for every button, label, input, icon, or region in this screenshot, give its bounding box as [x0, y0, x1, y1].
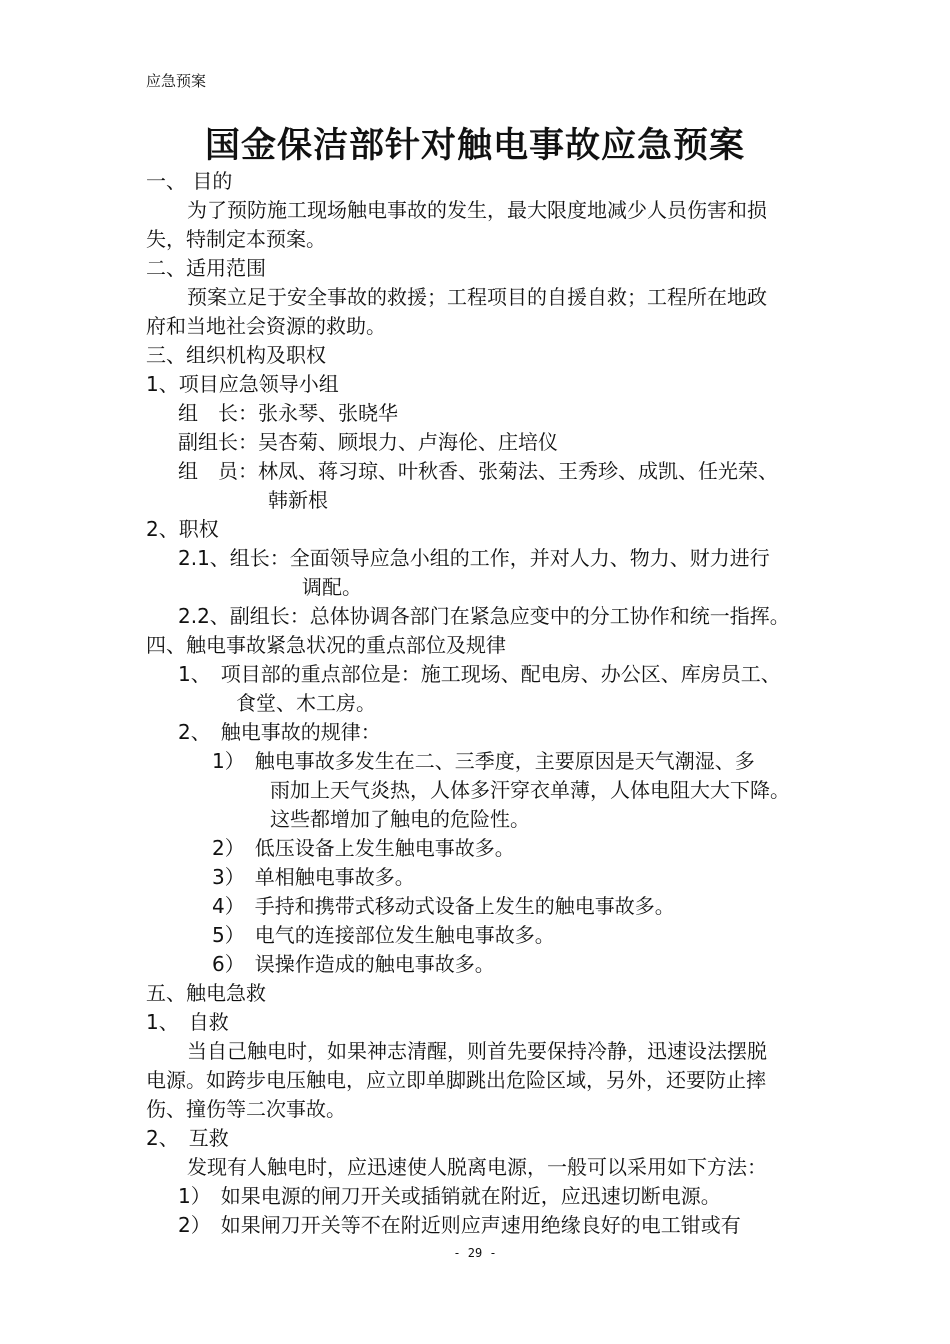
section-heading-key-locations: 四、触电事故紧急状况的重点部位及规律 [146, 633, 506, 657]
list-item: 2） 如果闸刀开关等不在附近则应声速用绝缘良好的电工钳或有 [178, 1213, 741, 1237]
paragraph-line: 伤、撞伤等二次事故。 [146, 1097, 346, 1121]
section-heading-purpose: 一、 目的 [146, 169, 233, 193]
list-item-continuation: 雨加上天气炎热，人体多汗穿衣单薄，人体电阻大大下降。 [270, 778, 790, 802]
page-header: 应急预案 [146, 72, 207, 90]
paragraph-line: 当自己触电时，如果神志清醒，则首先要保持冷静，迅速设法摆脱 [187, 1039, 767, 1063]
list-item: 6） 误操作造成的触电事故多。 [212, 952, 495, 976]
list-item: 2、 触电事故的规律： [178, 720, 381, 744]
list-item: 组 长：张永琴、张晓华 [178, 401, 398, 425]
list-item: 3） 单相触电事故多。 [212, 865, 415, 889]
document-title: 国金保洁部针对触电事故应急预案 [204, 126, 745, 166]
paragraph-line: 电源。如跨步电压触电，应立即单脚跳出危险区域，另外，还要防止摔 [146, 1068, 766, 1092]
paragraph-line: 为了预防施工现场触电事故的发生，最大限度地减少人员伤害和损 [187, 198, 767, 222]
list-item: 5） 电气的连接部位发生触电事故多。 [212, 923, 555, 947]
list-item: 2.1、组长：全面领导应急小组的工作，并对人力、物力、财力进行 [178, 546, 770, 570]
list-item-continuation: 食堂、木工房。 [236, 691, 376, 715]
section-heading-organization: 三、组织机构及职权 [146, 343, 326, 367]
subsection-heading: 2、 互救 [146, 1126, 229, 1150]
list-item: 2.2、副组长：总体协调各部门在紧急应变中的分工协作和统一指挥。 [178, 604, 790, 628]
subsection-heading: 1、项目应急领导小组 [146, 372, 339, 396]
list-item: 1） 如果电源的闸刀开关或插销就在附近，应迅速切断电源。 [178, 1184, 721, 1208]
paragraph-line: 预案立足于安全事故的救援；工程项目的自援自救；工程所在地政 [187, 285, 767, 309]
list-item: 1、 项目部的重点部位是：施工现场、配电房、办公区、库房员工、 [178, 662, 781, 686]
list-item: 副组长：吴杏菊、顾垠力、卢海伦、庄培仪 [178, 430, 558, 454]
paragraph-line: 发现有人触电时，应迅速使人脱离电源，一般可以采用如下方法： [187, 1155, 767, 1179]
section-heading-first-aid: 五、触电急救 [146, 981, 266, 1005]
list-item-continuation: 调配。 [302, 575, 362, 599]
section-heading-scope: 二、适用范围 [146, 256, 266, 280]
subsection-heading: 2、职权 [146, 517, 219, 541]
list-item-continuation: 这些都增加了触电的危险性。 [270, 807, 530, 831]
subsection-heading: 1、 自救 [146, 1010, 229, 1034]
page-number: - 29 - [453, 1246, 497, 1260]
list-item: 1） 触电事故多发生在二、三季度，主要原因是天气潮湿、多 [212, 749, 755, 773]
paragraph-line: 失，特制定本预案。 [146, 227, 326, 251]
paragraph-line: 府和当地社会资源的救助。 [146, 314, 386, 338]
list-item-continuation: 韩新根 [268, 488, 328, 512]
list-item: 组 员：林凤、蒋习琼、叶秋香、张菊法、王秀珍、成凯、任光荣、 [178, 459, 778, 483]
list-item: 2） 低压设备上发生触电事故多。 [212, 836, 515, 860]
list-item: 4） 手持和携带式移动式设备上发生的触电事故多。 [212, 894, 675, 918]
